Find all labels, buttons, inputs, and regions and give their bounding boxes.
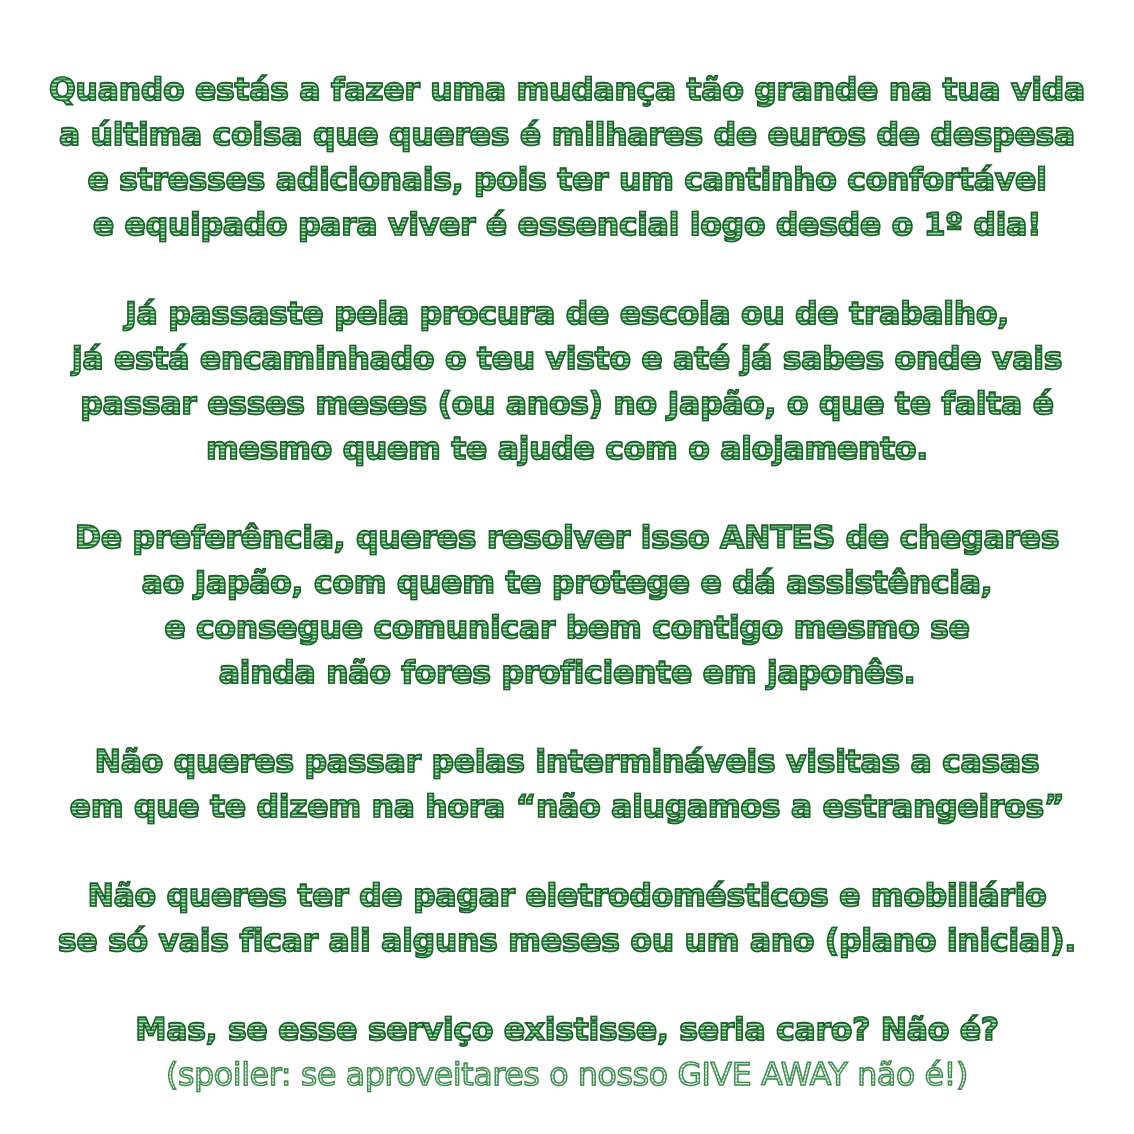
paragraph-preparation bbox=[0, 292, 1134, 472]
text-line: passar esses meses (ou anos) no Japão, o que te falta é bbox=[0, 382, 1134, 427]
paragraph-visits bbox=[0, 740, 1134, 830]
text-line: e equipado para viver é essencial logo desde o 1º dia! bbox=[0, 203, 1134, 248]
text-line: e stresses adicionais, pois ter um cantinho confortável bbox=[0, 158, 1134, 203]
text-line: Não queres ter de pagar eletrodomésticos e mobiliário bbox=[0, 874, 1134, 919]
text-line: Mas, se esse serviço existisse, seria caro? Não é? bbox=[0, 1008, 1134, 1053]
text-line: Já passaste pela procura de escola ou de trabalho, bbox=[0, 292, 1134, 337]
spoiler-note: (spoiler: se aproveitares o nosso GIVE AWAY não é!) bbox=[0, 1053, 1134, 1098]
text-line: ao Japão, com quem te protege e dá assistência, bbox=[0, 561, 1134, 606]
text-line: ainda não fores proficiente em japonês. bbox=[0, 651, 1134, 696]
text-line: em que te dizem na hora “não alugamos a estrangeiros” bbox=[0, 785, 1134, 830]
post-text bbox=[0, 68, 1134, 1098]
text-line: a última coisa que queres é milhares de euros de despesa bbox=[0, 113, 1134, 158]
text-line: mesmo quem te ajude com o alojamento. bbox=[0, 427, 1134, 472]
text-line: se só vais ficar ali alguns meses ou um ano (plano inicial). bbox=[0, 919, 1134, 964]
text-line: Não queres passar pelas intermináveis visitas a casas bbox=[0, 740, 1134, 785]
paragraph-furniture bbox=[0, 874, 1134, 964]
text-line: De preferência, queres resolver isso ANTES de chegares bbox=[0, 516, 1134, 561]
text-line: já está encaminhado o teu visto e até já sabes onde vais bbox=[0, 337, 1134, 382]
paragraph-question bbox=[0, 1008, 1134, 1098]
text-line: Quando estás a fazer uma mudança tão grande na tua vida bbox=[0, 68, 1134, 113]
paragraph-intro bbox=[0, 68, 1134, 248]
paragraph-preference bbox=[0, 516, 1134, 696]
text-line: e consegue comunicar bem contigo mesmo se bbox=[0, 606, 1134, 651]
